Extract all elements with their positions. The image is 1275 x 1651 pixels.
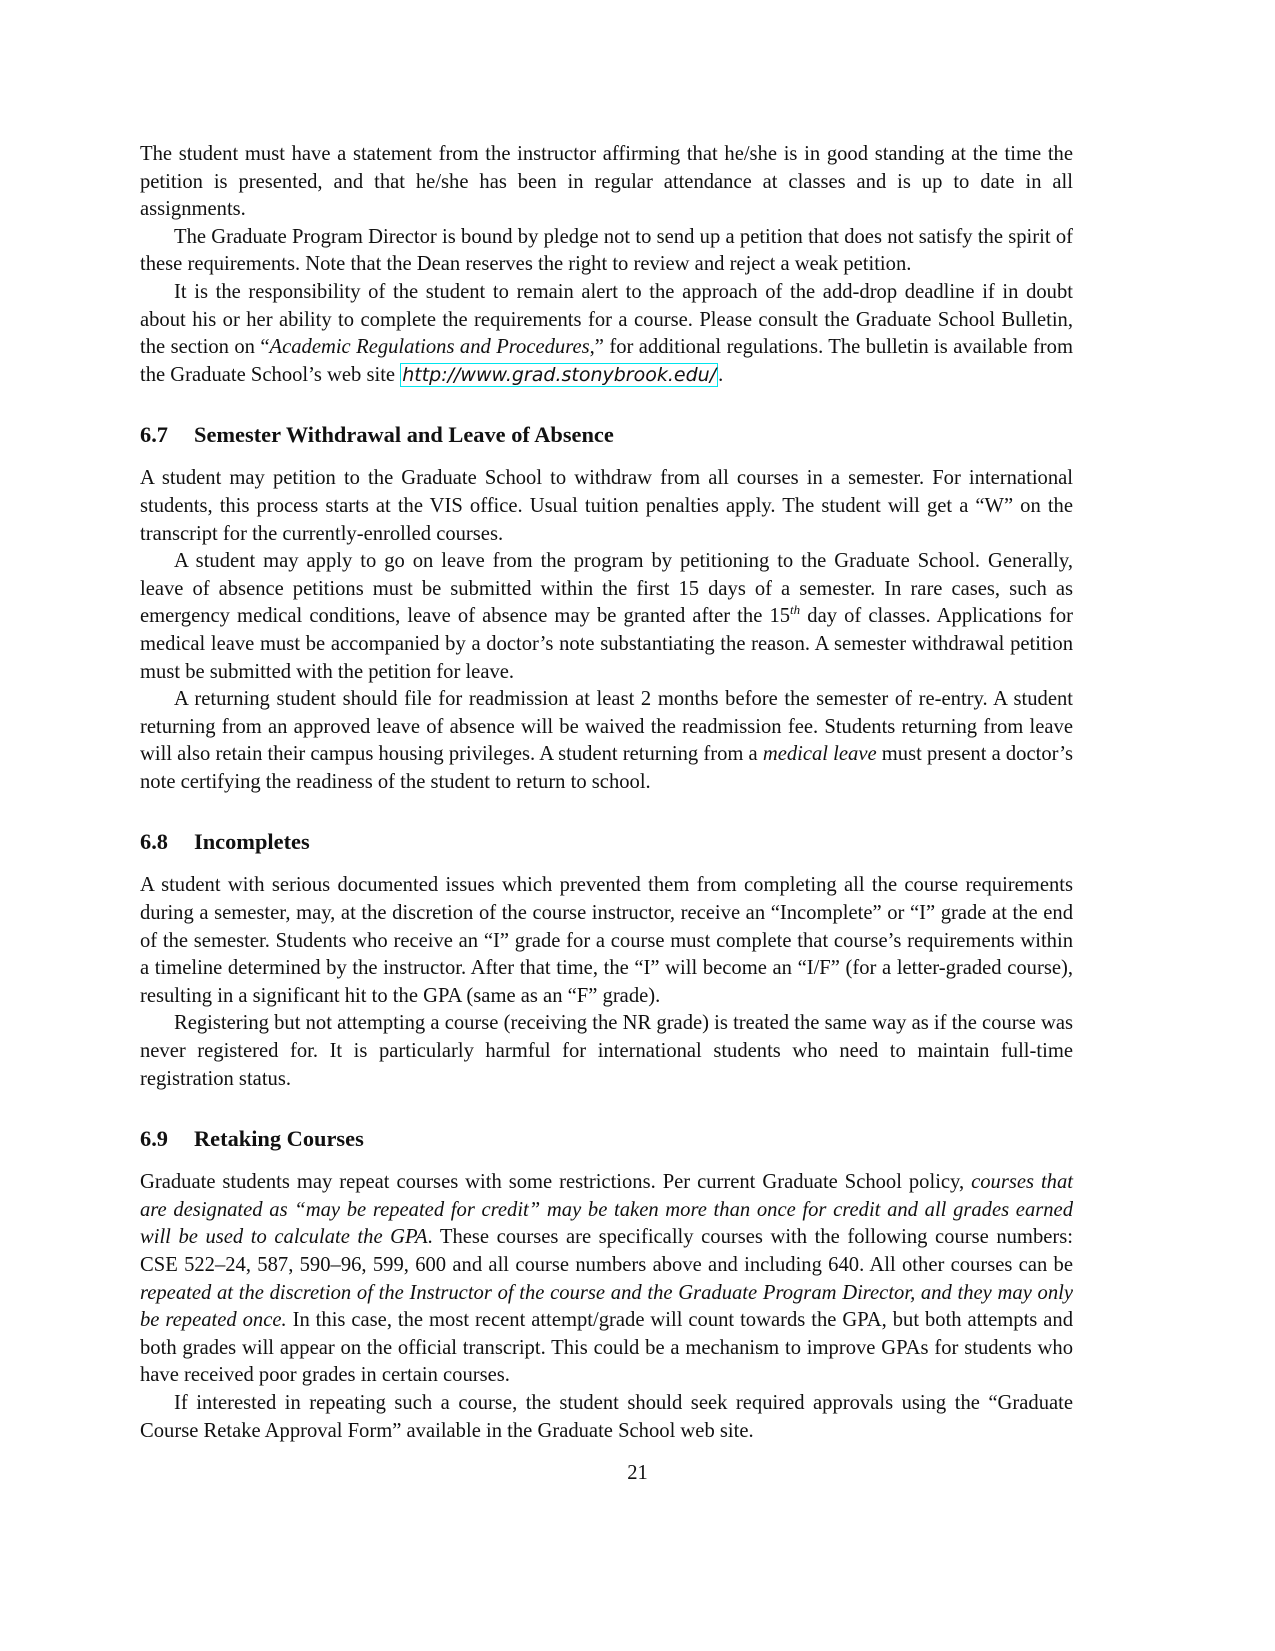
page-number: 21 bbox=[627, 1462, 648, 1484]
emphasis-medical-leave: medical leave bbox=[762, 743, 877, 766]
paragraph-director-pledge: The Graduate Program Director is bound by pledge not to send up a petition that does not satisfy the spirit of these requirements. Note that the Dean reserves the right to review and reject a weak petition. bbox=[140, 225, 1073, 276]
bulletin-section-title: Academic Regulations and Procedures bbox=[269, 336, 590, 359]
text-segment: must present a doctor’s note certifying the readiness of the student to return to school. bbox=[140, 743, 1073, 793]
section-title: Incompletes bbox=[194, 829, 310, 855]
text-segment: A returning student should file for readmission at least 2 months before the semester of re-entry. A student returning from an approved leave of absence will be waived the readmission fee. Students returning from leave will also retain their campus housing privileges. A student returning from a bbox=[140, 688, 1073, 766]
section-number: 6.8 bbox=[140, 829, 168, 855]
section-heading-incompletes bbox=[140, 828, 1073, 856]
section-heading-withdrawal bbox=[140, 421, 1073, 449]
text-segment: It is the responsibility of the student to remain alert to the approach of the add-drop deadline if in doubt about his or her ability to complete the requirements for a course. Please consult the Graduate School Bulletin, the section on “ bbox=[140, 280, 1073, 359]
paragraph-instructor-statement: The student must have a statement from the instructor affirming that he/she is in good standing at the time the petition is presented, and that he/she has been in regular attendance at classes and is up to date in all assignments. bbox=[140, 143, 1073, 221]
paragraph-incomplete-grade: A student with serious documented issues which prevented them from completing all the course requirements during a semester, may, at the discretion of the course instructor, receive an “Incomplete” or “I” grade at the end of the semester. Students who receive an “I” grade for a course must complete that course’s requirements within a timeline determined by the instructor. After that time, the “I” will become an “I/F” (for a letter-graded course), resulting in a significant hit to the GPA (same as an “F” grade). bbox=[140, 874, 1073, 1007]
text-segment: . bbox=[718, 363, 724, 386]
ordinal-superscript: th bbox=[790, 602, 801, 618]
text-segment: ,” for additional regulations. The bulletin is available from the Graduate School’s web site bbox=[140, 336, 1073, 386]
section-number: 6.7 bbox=[140, 422, 168, 448]
section-number: 6.9 bbox=[140, 1126, 168, 1152]
paragraph-repeat-policy bbox=[140, 1169, 1073, 1390]
emphasis-repeatable-courses: courses that are designated as “may be repeated for credit” may be taken more than once for credit and all grades earned will be used to calculate the GPA bbox=[140, 1171, 1073, 1249]
paragraph-add-drop-deadline bbox=[140, 279, 1073, 389]
paragraph-readmission bbox=[140, 686, 1073, 796]
paragraph-nr-grade: Registering but not attempting a course (receiving the NR grade) is treated the same way as if the course was never registered for. It is particularly harmful for international students who need to maintain full-time registration status. bbox=[140, 1012, 1073, 1090]
text-segment: day of classes. Applications for medical leave must be accompanied by a doctor’s note substantiating the reason. A semester withdrawal petition must be submitted with the petition for leave. bbox=[140, 605, 1073, 683]
text-segment: A student may apply to go on leave from the program by petitioning to the Graduate School. Generally, leave of absence petitions must be submitted within the first 15 days of a semester. In rare cases, such as emergency medical conditions, leave of absence may be granted after the 15 bbox=[140, 550, 1073, 628]
paragraph-semester-withdrawal: A student may petition to the Graduate School to withdraw from all courses in a semester. For international students, this process starts at the VIS office. Usual tuition penalties apply. The student will get a “W” on the transcript for the currently-enrolled courses. bbox=[140, 467, 1073, 545]
grad-school-link[interactable]: http://www.grad.stonybrook.edu/ bbox=[402, 363, 717, 386]
paragraph-leave-of-absence bbox=[140, 548, 1073, 686]
text-segment: Graduate students may repeat courses with some restrictions. Per current Graduate School policy, bbox=[140, 1171, 972, 1194]
section-heading-retaking-courses bbox=[140, 1125, 1073, 1153]
document-page bbox=[140, 141, 1073, 1445]
emphasis-discretion: repeated at the discretion of the Instructor of the course and the Graduate Program Director, and they may only be repeated once. bbox=[140, 1281, 1073, 1332]
paragraph-retake-form: If interested in repeating such a course, the student should seek required approvals using the “Graduate Course Retake Approval Form” available in the Graduate School web site. bbox=[140, 1391, 1073, 1442]
text-segment: In this case, the most recent attempt/grade will count towards the GPA, but both attempts and both grades will appear on the official transcript. This could be a mechanism to improve GPAs for students who have received poor grades in certain courses. bbox=[140, 1309, 1073, 1387]
section-title: Semester Withdrawal and Leave of Absence bbox=[194, 422, 614, 448]
text-segment: . These courses are specifically courses with the following course numbers: CSE 522–24, 587, 590–96, 599, 600 and all course numbers above and including 640. All other courses can be bbox=[140, 1226, 1073, 1276]
section-title: Retaking Courses bbox=[194, 1126, 364, 1152]
